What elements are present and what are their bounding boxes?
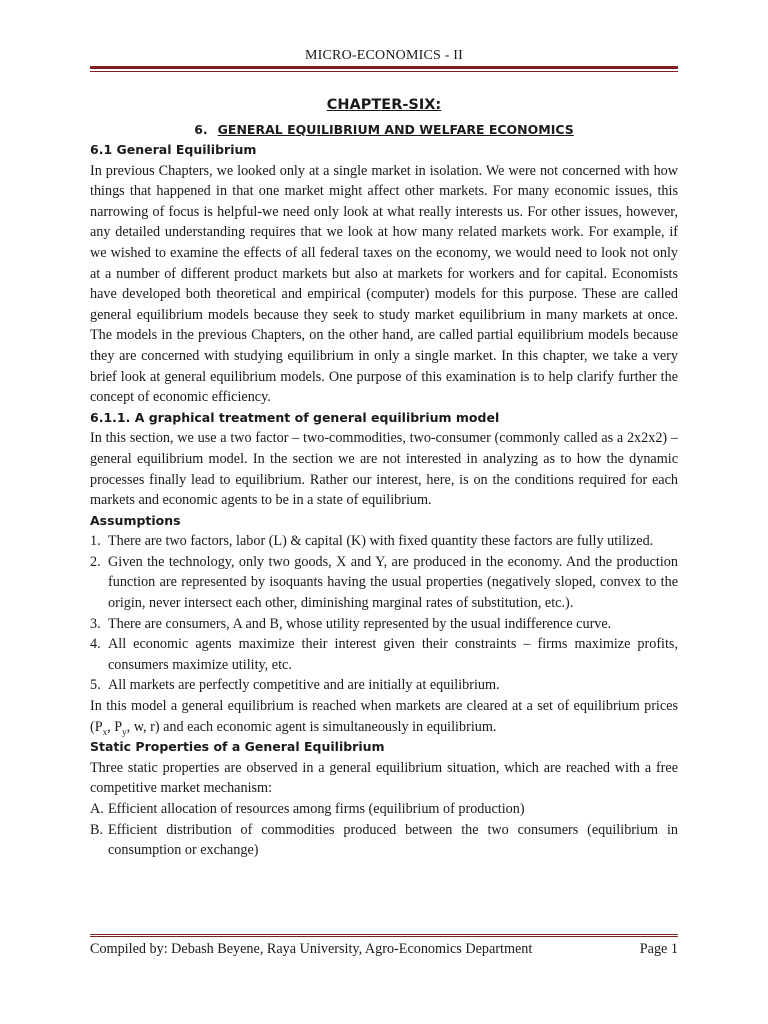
equilibrium-text-b: , P [107,718,123,735]
list-item-text: There are two factors, labor (L) & capital (K) with fixed quantity these factors are fully utilized. [108,533,654,550]
list-marker: 4. [90,636,101,653]
section-heading-6-1-1: 6.1.1. A graphical treatment of general equilibrium model [90,409,500,425]
assumptions-list [90,531,678,696]
list-marker: 2. [90,553,101,570]
list-item-text: All markets are perfectly competitive and are initially at equilibrium. [108,677,500,694]
list-marker: B. [90,821,104,838]
list-item-text: Given the technology, only two goods, X and Y, are produced in the economy. And the production function are represented by isoquants having the usual properties (negatively sloped, convex to the origin, never intersect each other, diminishing marginal rates of substitution, etc.). [108,553,678,612]
static-properties-paragraph: Three static properties are observed in a general equilibrium situation, which are reached with a free competitive market mechanism: [90,759,678,797]
equilibrium-prices-paragraph [90,696,678,737]
list-item [90,675,678,696]
static-properties-heading: Static Properties of a General Equilibrium [90,739,385,755]
static-properties-list [90,799,678,861]
chapter-subtitle-text: GENERAL EQUILIBRIUM AND WELFARE ECONOMICS [217,122,574,137]
list-item-text: Efficient allocation of resources among firms (equilibrium of production) [108,801,525,817]
footer-rule-secondary [90,936,678,937]
footer-rule [90,934,678,935]
running-header: MICRO-ECONOMICS - II [305,48,463,63]
header-rule-thick [90,66,678,69]
list-marker: A. [90,801,104,817]
list-item [90,552,678,614]
footer-credit: Compiled by: Debash Beyene, Raya University, Agro-Economics Department [90,941,533,957]
list-item [90,614,678,635]
section-heading-6-1: 6.1 General Equilibrium [90,142,257,157]
equilibrium-text-c: , w, r) and each economic agent is simultaneously in equilibrium. [126,718,497,735]
list-marker: 3. [90,615,101,632]
header-rule-thin [90,71,678,72]
section-6-1-paragraph: In previous Chapters, we looked only at a single market in isolation. We were not concerned with how things that happened in that one market might affect other markets. For many economic issues, this narrowing of focus is helpful-we need only look at what really interests us. For other issues, however, any detailed understanding requires that we look at how many related markets work. For example, if we wished to examine the effects of all federal taxes on the economy, we would need to look not only at a number of different product markets but also at markets for workers and for capital. Economists have developed both theoretical and empirical (computer) models for this purpose. These are called general equilibrium models because they seek to study market equilibrium in many markets at once. The models in the previous Chapters, on the other hand, are called partial equilibrium models because they are concerned with studying equilibrium in only a single market. In this chapter, we take a very brief look at general equilibrium models. One purpose of this examination is to help clarify further the concept of economic efficiency. [90,162,678,406]
list-item-text: There are consumers, A and B, whose utility represented by the usual indifference curve. [108,615,612,632]
equilibrium-text-a: In this model a general equilibrium is reached when markets are cleared at a set of equilibrium prices (P [90,698,678,735]
list-item [90,799,678,820]
section-6-1-1-paragraph: In this section, we use a two factor – two-commodities, two-consumer (commonly called as a 2x2x2) – general equilibrium model. In the section we are not interested in analyzing as to how the dynamic processes finally lead to equilibrium. Rather our interest, here, is on the conditions required for each markets and economic agents to be in a state of equilibrium. [90,430,678,509]
chapter-title: CHAPTER-SIX: [326,97,442,113]
page-footer [90,941,678,958]
list-item [90,634,678,675]
subscript-y: y [122,726,127,737]
assumptions-heading: Assumptions [90,512,181,528]
list-item [90,820,678,861]
chapter-number: 6. [194,122,208,137]
page-content [90,94,678,861]
subscript-x: x [102,726,108,737]
page-number: Page 1 [639,941,678,957]
list-marker: 1. [90,533,101,550]
list-marker: 5. [90,677,101,694]
list-item [90,531,678,552]
list-item-text: Efficient distribution of commodities produced between the two consumers (equilibrium in consumption or exchange) [108,821,678,859]
list-item-text: All economic agents maximize their interest given their constraints – firms maximize profits, consumers maximize utility, etc. [108,636,678,673]
chapter-subtitle [90,120,678,140]
